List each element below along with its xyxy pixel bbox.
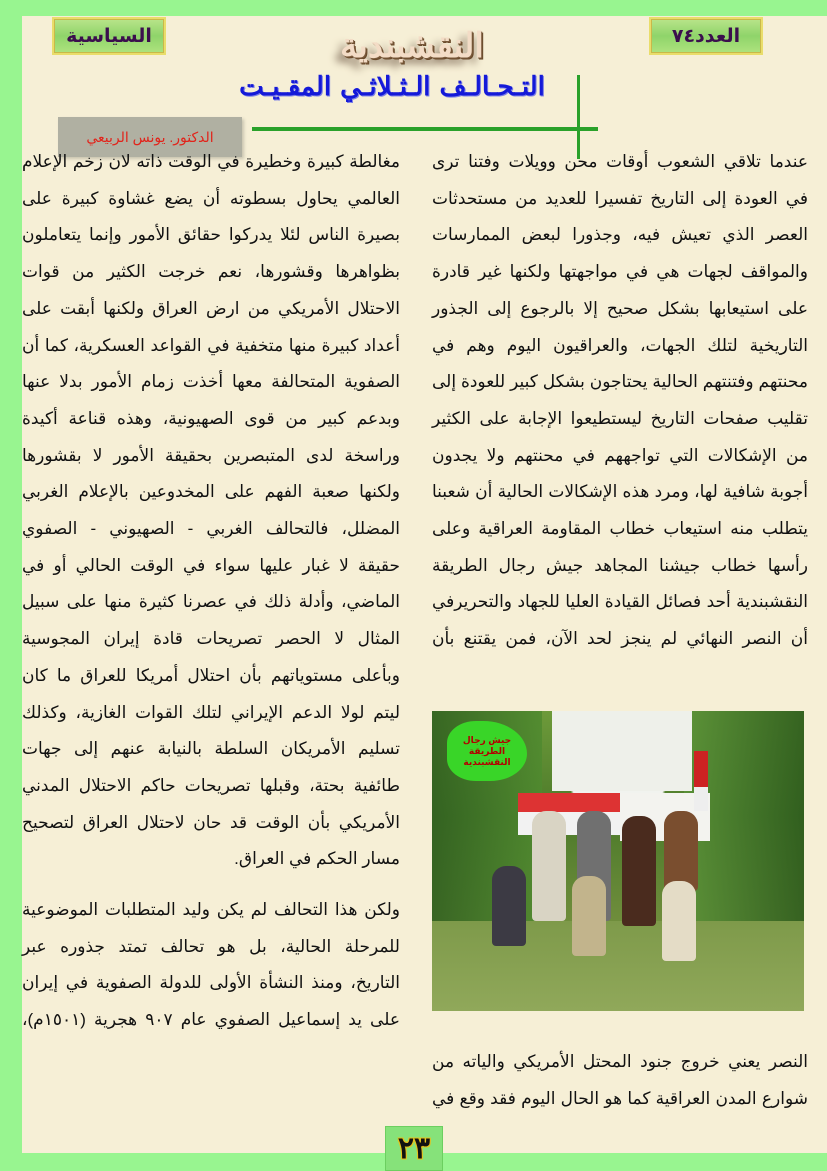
text-line: بظواهرها وقشورها، نعم خرجت الكثير من قوات — [22, 262, 400, 282]
text-line: حقيقة لا غبار عليها سواء في الوقت الحالي أو في — [22, 555, 400, 575]
text-line: التاريخ، ومنذ النشأة الأولى للدولة الصفوية في إيران — [22, 973, 400, 993]
page-number: ٢٣ — [385, 1126, 443, 1171]
text-line: بصيرة الناس لئلا يدركوا حقائق الأمور وإنما يتعاملون — [22, 225, 400, 245]
text-line: طائفية بحتة، وقبلها تصريحات حاكم الاحتلال المدني — [22, 775, 400, 795]
text-line: الاحتلال الأمريكي من ارض العراق ولكنها أبقت على — [22, 298, 400, 318]
magazine-page — [22, 16, 827, 1153]
text-line: أن النصر النهائي لم ينجز لحد الآن، فمن يقتنع بأن — [432, 629, 808, 649]
text-line: وبدعم كبير من قوى الصهيونية، وهذه قناعة أكيدة — [22, 408, 400, 428]
issue-label: العدد٧٤ — [649, 17, 763, 55]
text-line: وراسخة لدى المتبصرين بحقيقة الأمور لا بقشورها — [22, 445, 400, 465]
text-line: على استيعابها بشكل صحيح إلا بالرجوع إلى الجذور — [432, 298, 808, 318]
photo-figure — [572, 876, 606, 956]
text-line: أجوبة شافية لها، ومرد هذه الإشكالات الحالية أن شعبنا — [432, 482, 808, 502]
article-title: التـحـالـف الـثـلاثـي المقـيـت — [239, 72, 545, 102]
text-line: مغالطة كبيرة وخطيرة في الوقت ذاته لان زخم الإعلام — [22, 152, 400, 171]
text-line: النقشبندية أحد فصائل القيادة العليا للجهاد والتحريرفي — [432, 592, 808, 612]
section-label: السياسية — [52, 17, 166, 55]
text-line: عندما تلاقي الشعوب أوقات محن وويلات وفتنا ترى — [432, 152, 808, 171]
title-divider-horizontal — [252, 127, 598, 131]
article-photo — [432, 711, 804, 1011]
photo-flag — [694, 751, 708, 811]
text-line: المثال لا الحصر تصريحات قادة إيران المجوسية — [22, 629, 400, 649]
photo-figure — [532, 811, 566, 921]
text-line: يتطلب منه استيعاب خطاب المقاومة العراقية وعلى — [432, 519, 808, 539]
magazine-logo: النقشبندية — [340, 26, 484, 66]
photo-figure — [664, 811, 698, 891]
photo-figure — [662, 881, 696, 961]
paragraph-gap — [22, 878, 400, 892]
text-line: ولكنها صعبة الفهم على المخدوعين بالإعلام الغربي — [22, 482, 400, 502]
photo-sky — [552, 711, 692, 791]
text-line: الأمريكي بأن الوقت قد حان لاحتلال العراق لتصحيح — [22, 812, 400, 832]
text-line: من الإشكالات التي تواجههم في محنتهم ولا يجدون — [432, 445, 809, 465]
text-line: العالمي يحاول بسطوته أن يضع غشاوة كبيرة على — [22, 188, 400, 208]
author-byline: الدكتور. يونس الربيعي — [58, 117, 242, 157]
text-line: العصر الذي تعيش فيه، وجذورا لبعض الممارسات — [432, 225, 808, 245]
text-line: الصفوية المتحالفة معها أخذت زمام الأمور بدلا عنها — [22, 372, 400, 392]
text-line: والمواقف لجهات هي في مواجهتها ولكنها غير قادرة — [432, 262, 808, 282]
text-line: للمرحلة الحالية، بل هو تحالف تمتد جذوره عبر — [22, 936, 400, 956]
text-line: النصر يعني خروج جنود المحتل الأمريكي والياته من — [432, 1052, 808, 1071]
photo-emblem: جيش رجال الطريقة النقشبندية — [447, 721, 527, 781]
text-line: أعداد كبيرة منها متخفية في القواعد العسكرية، كما أن — [22, 335, 400, 355]
text-line: التاريخية لتلك الجهات، والعراقيون اليوم وهم في — [432, 335, 808, 355]
photo-figure — [492, 866, 526, 946]
text-line: مسار الحكم في العراق. — [234, 849, 400, 869]
text-line: في العودة إلى التاريخ تفسيرا للعديد من مستحدثات — [432, 188, 808, 208]
photo-figure — [622, 816, 656, 926]
text-line: على يد إسماعيل الصفوي عام ٩٠٧ هجرية (١٥٠١م)، — [22, 1010, 400, 1030]
text-line: شوارع المدن العراقية كما هو الحال اليوم فقد وقع في — [432, 1088, 808, 1108]
text-line: محنتهم وفتنتهم الحالية يحتاجون بشكل كبير للعودة إلى — [432, 372, 808, 392]
text-line: رأسها خطاب جيشنا المجاهد جيش رجال الطريقة — [432, 555, 808, 575]
text-line: ولكن هذا التحالف لم يكن وليد المتطلبات الموضوعية — [22, 900, 400, 920]
text-line: الماضي، وأدلة ذلك في عصرنا كثيرة منها على سبيل — [22, 592, 400, 612]
article-column-right-continued — [432, 1044, 808, 1117]
text-line: تقليب صفحات التاريخ ليستطيعوا الإجابة على الكثير — [432, 408, 808, 428]
article-column-left — [22, 144, 400, 1039]
article-column-right — [432, 144, 808, 658]
text-line: وبأعلى مستوياتهم بأن احتلال أمريكا للعراق ما كان — [22, 665, 400, 685]
text-line: ليتم لولا الدعم الإيراني لتلك القوات الغازية، وكذلك — [22, 702, 400, 722]
text-line: المضلل، فالتحالف الغربي - الصهيوني - الصفوي — [22, 519, 400, 539]
photo-ground — [432, 921, 804, 1011]
text-line: تسليم الأمريكان السلطة بالنيابة عنهم إلى جهات — [22, 739, 400, 759]
